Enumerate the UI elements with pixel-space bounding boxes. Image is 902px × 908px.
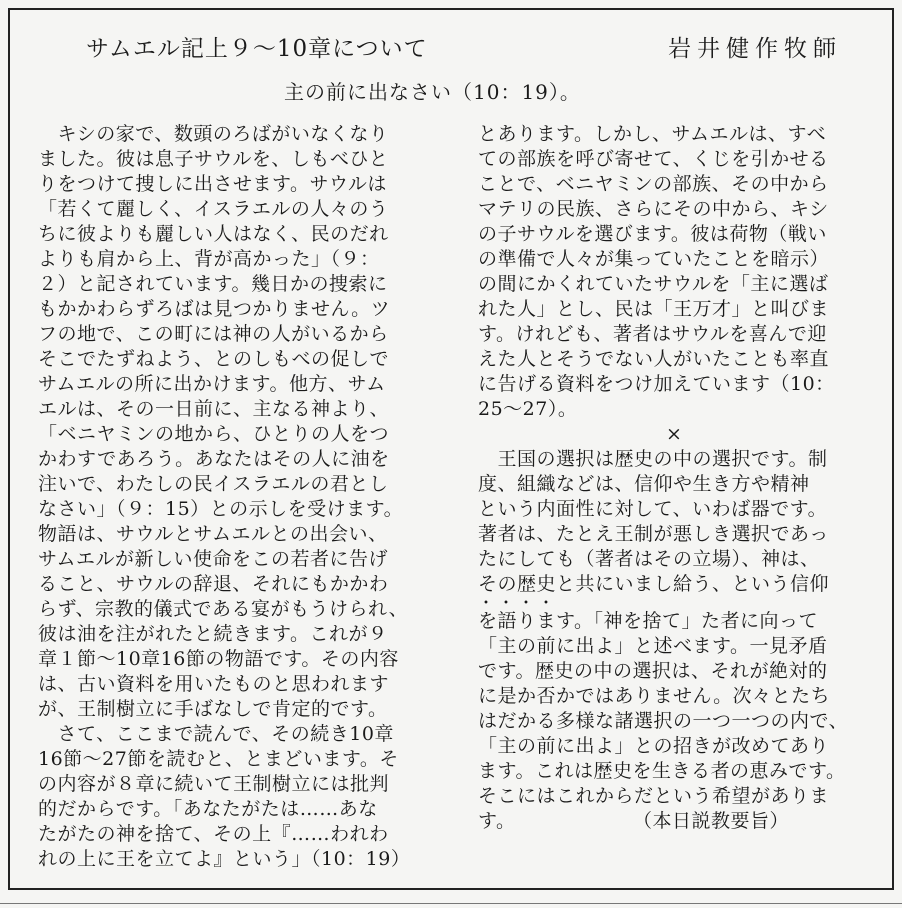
text-line: その歴史と共にいまし給う、という信仰 [478,573,830,595]
text-line: 16節～27節を読むと、とまどいます。そ [38,748,399,770]
text-line: ること、サウルの辞退、それにもかかわ [38,573,389,595]
text-line: の子サウルを選びます。彼は荷物（戦い [478,223,827,245]
text-line: サムエルが新しい使命をこの若者に告げ [38,548,389,570]
text-line: ました。彼は息子サウルを、しもべひと [38,148,389,170]
text-line: そこにはこれからだという希望がありま [478,785,830,807]
text-line: 著者は、たとえ王制が悪しき選択であっ [478,523,829,545]
text-line: 王国の選択は歴史の中の選択です。制 [478,448,828,470]
text-line: の準備で人々が集っていたことを暗示） [478,248,830,270]
text-line: はだかる多様な諸選択の一つ一つの内で、 [478,710,849,732]
frame-top-border [8,8,894,10]
text-line: よりも肩から上、背が高かった」（９： [38,248,380,270]
author-name: 岩井健作牧師 [668,36,842,62]
text-line: ます。これは歴史を生きる者の恵みです。 [478,760,846,782]
text-line: という内面性に対して、いわば器です。 [478,498,828,520]
text-line: 彼は油を注がれたと続きます。これが９ [38,623,388,645]
text-line: かわすであろう。あなたはその人に油を [38,448,390,470]
text-line: 「主の前に出よ」との招きが改めてあり [478,735,830,757]
text-line: に告げる資料をつけ加えています（10： [478,373,835,395]
text-line: マテリの民族、さらにその中から、キシ [478,198,829,220]
text-line: もかかわらずろばは見つかりません。ツ [38,298,391,320]
text-line: 章１節～10章16節の物語です。その内容 [38,648,399,670]
text-line: です。歴史の中の選択は、それが絶対的 [478,660,828,682]
text-line: に是か否かではありません。次々とたち [478,685,831,707]
text-line: ちに彼よりも麗しい人はなく、民のだれ [38,223,389,245]
text-line: す。けれども、著者はサウルを喜んで迎 [478,323,827,345]
text-line: 注いで、わたしの民イスラエルの君とし [38,473,389,495]
text-line: フの地で、この町には神の人がいるから [38,323,389,345]
right-text-column [478,122,880,834]
text-line: ての部族を呼び寄せて、くじを引かせる [478,148,829,170]
text-line: なさい」（９：15）との示しを受けます。 [38,498,404,520]
text-line: す。 （本日説教要旨） [478,810,789,832]
text-line: とあります。しかし、サムエルは、すべ [478,123,827,145]
text-line: は、古い資料を用いたものと思われます [38,673,390,695]
sermon-subtitle: 主の前に出なさい（10：19）。 [284,80,581,104]
text-line: の間にかくれていたサウルを「主に選ば [478,273,829,295]
text-line: ２）と記されています。幾日かの捜索に [38,273,388,295]
text-line: が、王制樹立に手ばなしで肯定的です。 [38,698,388,720]
text-line: 「若くて麗しく、イスラエルの人々のう [38,198,389,220]
sermon-title: サムエル記上９～10章について [86,36,428,62]
text-line: 25～27）。 [478,398,578,420]
frame-right-border [892,8,894,890]
emphasis-dots: ・・・・ [478,597,559,609]
text-line: エルは、その一日前に、主なる神より、 [38,398,390,420]
frame-bottom-border [8,888,894,890]
text-line: たがたの神を捨て、その上『……われわ [38,823,389,845]
frame-left-border [8,8,10,890]
text-line: らず、宗教的儀式である宴がもうけられ、 [38,598,409,620]
text-line: 物語は、サウルとサムエルとの出会い、 [38,523,388,545]
text-line: ことで、ベニヤミンの部族、その中から [478,173,829,195]
text-line: の内容が８章に続いて王制樹立には批判 [38,773,390,795]
text-line: キシの家で、数頭のろばがいなくなり [38,123,389,145]
text-line: えた人とそうでない人がいたことも率直 [478,348,830,370]
section-separator: × [666,423,683,445]
text-line: 度、組織などは、信仰や生き方や精神 [478,473,810,495]
text-line: 「主の前に出よ」と述べます。一見矛盾 [478,635,828,657]
text-line: 「ベニヤミンの地から、ひとりの人をつ [38,423,390,445]
bottom-rule [0,903,902,904]
text-line: れた人」とし、民は「王万才」と叫びま [478,298,830,320]
text-line: れの上に王を立てよ』という」（10：19） [38,848,411,870]
text-line: りをつけて捜しに出させます。サウルは [38,173,387,195]
text-line: を語ります。「神を捨て」た者に向って [478,610,818,632]
text-line: さて、ここまで読んで、その続き10章 [38,723,394,745]
text-line: たにしても（著者はその立場）、神は、 [478,548,820,570]
text-line: そこでたずねよう、とのしもべの促しで [38,348,390,370]
left-text-column [38,122,448,872]
text-line: サムエルの所に出かけます。他方、サム [38,373,386,395]
text-line: 的だからです。「あなたがたは……あな [38,798,378,820]
